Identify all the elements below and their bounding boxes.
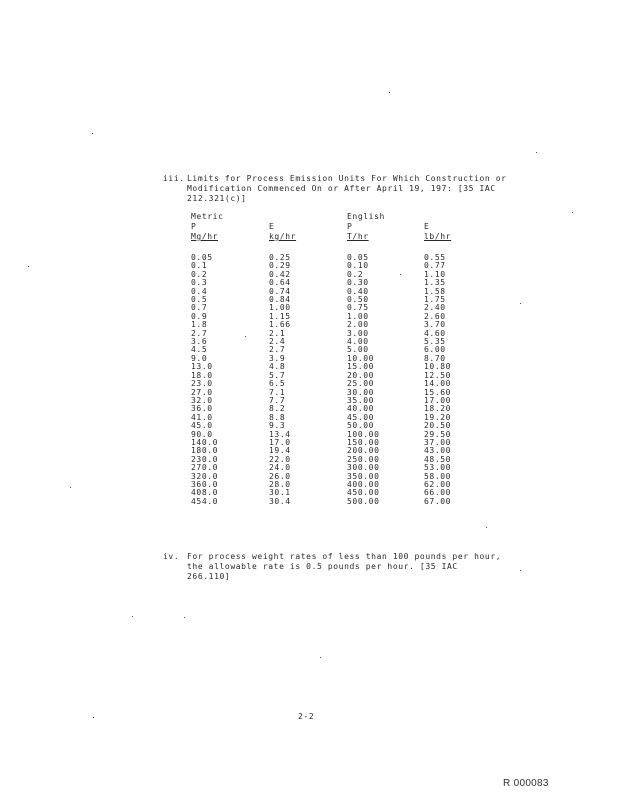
table-cell: 400.00 [347, 479, 380, 489]
scan-speck [184, 617, 185, 618]
table-cell: 0.42 [269, 269, 291, 279]
table-cell: 2.40 [424, 303, 446, 313]
table-cell: 2.1 [269, 328, 286, 338]
table-cell: 8.2 [269, 404, 286, 414]
table-cell: 1.00 [347, 311, 369, 321]
table-cell: 13.0 [191, 362, 213, 372]
table-cell: 36.0 [191, 404, 213, 414]
scan-speck [536, 152, 537, 153]
table-cell: 4.8 [269, 362, 286, 372]
col-english-e-values [424, 254, 451, 506]
table-cell: 29.50 [424, 429, 452, 439]
scan-speck [400, 274, 401, 275]
table-cell: 0.4 [191, 286, 208, 296]
metric-label: Metric [191, 212, 224, 221]
table-cell: 0.75 [347, 303, 369, 313]
table-cell: 25.00 [347, 379, 375, 389]
table-cell: 1.10 [424, 269, 446, 279]
table-cell: 5.35 [424, 337, 446, 347]
table-cell: 3.6 [191, 337, 208, 347]
table-cell: 454.0 [191, 496, 219, 506]
scan-speck [245, 336, 246, 337]
table-cell: 300.00 [347, 463, 380, 473]
col-metric-p-unit: Mg/hr [191, 232, 219, 241]
table-cell: 28.0 [269, 479, 291, 489]
table-cell: 0.30 [347, 278, 369, 288]
table-cell: 30.4 [269, 496, 291, 506]
table-cell: 0.5 [191, 295, 208, 305]
table-cell: 140.0 [191, 437, 219, 447]
table-cell: 7.1 [269, 387, 286, 397]
col-metric-e-symbol: E [269, 222, 275, 231]
table-cell: 9.3 [269, 421, 286, 431]
scan-speck [520, 303, 521, 304]
table-cell: 35.00 [347, 395, 375, 405]
col-english-p-symbol: P [347, 222, 353, 231]
table-cell: 66.00 [424, 488, 452, 498]
table-cell: 45.00 [347, 412, 375, 422]
table-cell: 0.2 [191, 269, 208, 279]
table-cell: 320.0 [191, 471, 219, 481]
table-cell: 48.50 [424, 454, 452, 464]
table-cell: 0.40 [347, 286, 369, 296]
col-english-e-symbol: E [424, 222, 430, 231]
table-cell: 17.0 [269, 437, 291, 447]
table-cell: 19.4 [269, 446, 291, 456]
table-cell: 13.4 [269, 429, 291, 439]
table-cell: 1.8 [191, 320, 208, 330]
table-cell: 10.80 [424, 362, 452, 372]
table-cell: 350.00 [347, 471, 380, 481]
table-cell: 3.70 [424, 320, 446, 330]
document-id: R 000083 [503, 778, 549, 789]
table-cell: 5.00 [347, 345, 369, 355]
table-cell: 15.00 [347, 362, 375, 372]
scan-speck [486, 527, 487, 528]
table-cell: 50.00 [347, 421, 375, 431]
table-cell: 1.35 [424, 278, 446, 288]
table-cell: 408.0 [191, 488, 219, 498]
table-cell: 53.00 [424, 463, 452, 473]
table-cell: 0.55 [424, 253, 446, 262]
table-cell: 7.7 [269, 395, 286, 405]
scan-speck [93, 717, 94, 718]
table-cell: 32.0 [191, 395, 213, 405]
table-cell: 24.0 [269, 463, 291, 473]
table-cell: 0.2 [347, 269, 364, 279]
table-cell: 0.50 [347, 295, 369, 305]
table-cell: 360.0 [191, 479, 219, 489]
table-cell: 8.8 [269, 412, 286, 422]
table-cell: 37.00 [424, 437, 452, 447]
table-cell: 0.10 [347, 261, 369, 271]
col-english-p-unit: T/hr [347, 232, 369, 241]
table-cell: 27.0 [191, 387, 213, 397]
table-cell: 17.00 [424, 395, 452, 405]
table-cell: 23.0 [191, 379, 213, 389]
table-cell: 0.74 [269, 286, 291, 296]
table-cell: 41.0 [191, 412, 213, 422]
table-cell: 10.00 [347, 353, 375, 363]
table-cell: 5.7 [269, 370, 286, 380]
table-cell: 15.60 [424, 387, 452, 397]
table-cell: 9.0 [191, 353, 208, 363]
section-iv-text: For process weight rates of less than 100 pounds per hour, the allowable rate is 0.5 pounds per hour. [35 IAC 266.110] [187, 552, 502, 581]
table-cell: 1.15 [269, 311, 291, 321]
table-cell: 62.00 [424, 479, 452, 489]
scan-speck [92, 133, 93, 134]
table-cell: 90.0 [191, 429, 213, 439]
section-iii-text: Limits for Process Emission Units For Which Construction or Modification Commenced On or After April 19, 197: [35 IAC 212.321(c)] [187, 174, 507, 203]
scan-speck [520, 570, 521, 571]
table-cell: 18.0 [191, 370, 213, 380]
table-cell: 4.00 [347, 337, 369, 347]
table-cell: 1.75 [424, 295, 446, 305]
table-cell: 2.60 [424, 311, 446, 321]
table-cell: 4.60 [424, 328, 446, 338]
table-cell: 3.9 [269, 353, 286, 363]
table-cell: 0.25 [269, 253, 291, 262]
col-metric-p-symbol: P [191, 222, 197, 231]
table-cell: 200.00 [347, 446, 380, 456]
col-english-p-values [347, 254, 380, 506]
table-cell: 0.84 [269, 295, 291, 305]
table-cell: 30.1 [269, 488, 291, 498]
scan-speck [389, 92, 390, 93]
col-english-e-unit: lb/hr [424, 232, 452, 241]
table-cell: 20.00 [347, 370, 375, 380]
table-cell: 270.0 [191, 463, 219, 473]
table-cell: 43.00 [424, 446, 452, 456]
scan-speck [320, 657, 321, 658]
table-cell: 40.00 [347, 404, 375, 414]
table-cell: 0.05 [191, 253, 213, 262]
table-cell: 20.50 [424, 421, 452, 431]
english-label: English [347, 212, 385, 221]
table-cell: 6.00 [424, 345, 446, 355]
table-cell: 58.00 [424, 471, 452, 481]
table-cell: 450.00 [347, 488, 380, 498]
col-metric-p-values [191, 254, 218, 506]
scan-speck [132, 616, 133, 617]
table-cell: 1.66 [269, 320, 291, 330]
table-cell: 1.58 [424, 286, 446, 296]
table-cell: 500.00 [347, 496, 380, 506]
table-cell: 1.00 [269, 303, 291, 313]
section-iv-marker: iv. [163, 552, 180, 561]
table-cell: 0.1 [191, 261, 208, 271]
table-cell: 2.7 [269, 345, 286, 355]
table-cell: 12.50 [424, 370, 452, 380]
table-cell: 230.0 [191, 454, 219, 464]
section-iii-marker: iii. [163, 174, 185, 183]
table-cell: 180.0 [191, 446, 219, 456]
table-cell: 0.29 [269, 261, 291, 271]
table-cell: 3.00 [347, 328, 369, 338]
table-cell: 0.05 [347, 253, 369, 262]
table-cell: 14.00 [424, 379, 452, 389]
table-cell: 45.0 [191, 421, 213, 431]
table-cell: 250.00 [347, 454, 380, 464]
table-cell: 0.7 [191, 303, 208, 313]
table-cell: 2.7 [191, 328, 208, 338]
table-cell: 8.70 [424, 353, 446, 363]
table-cell: 19.20 [424, 412, 452, 422]
col-metric-e-values [269, 254, 291, 506]
table-cell: 6.5 [269, 379, 286, 389]
table-cell: 2.00 [347, 320, 369, 330]
table-cell: 30.00 [347, 387, 375, 397]
table-cell: 100.00 [347, 429, 380, 439]
table-cell: 22.0 [269, 454, 291, 464]
table-cell: 26.0 [269, 471, 291, 481]
page-number: 2-2 [298, 712, 315, 721]
table-cell: 0.3 [191, 278, 208, 288]
table-cell: 0.77 [424, 261, 446, 271]
scan-speck [70, 487, 71, 488]
scan-speck [28, 266, 29, 267]
table-cell: 0.9 [191, 311, 208, 321]
table-cell: 150.00 [347, 437, 380, 447]
scan-speck [572, 212, 573, 213]
table-cell: 0.64 [269, 278, 291, 288]
table-cell: 67.00 [424, 496, 452, 506]
table-cell: 18.20 [424, 404, 452, 414]
table-cell: 4.5 [191, 345, 208, 355]
col-metric-e-unit: kg/hr [269, 232, 297, 241]
table-cell: 2.4 [269, 337, 286, 347]
